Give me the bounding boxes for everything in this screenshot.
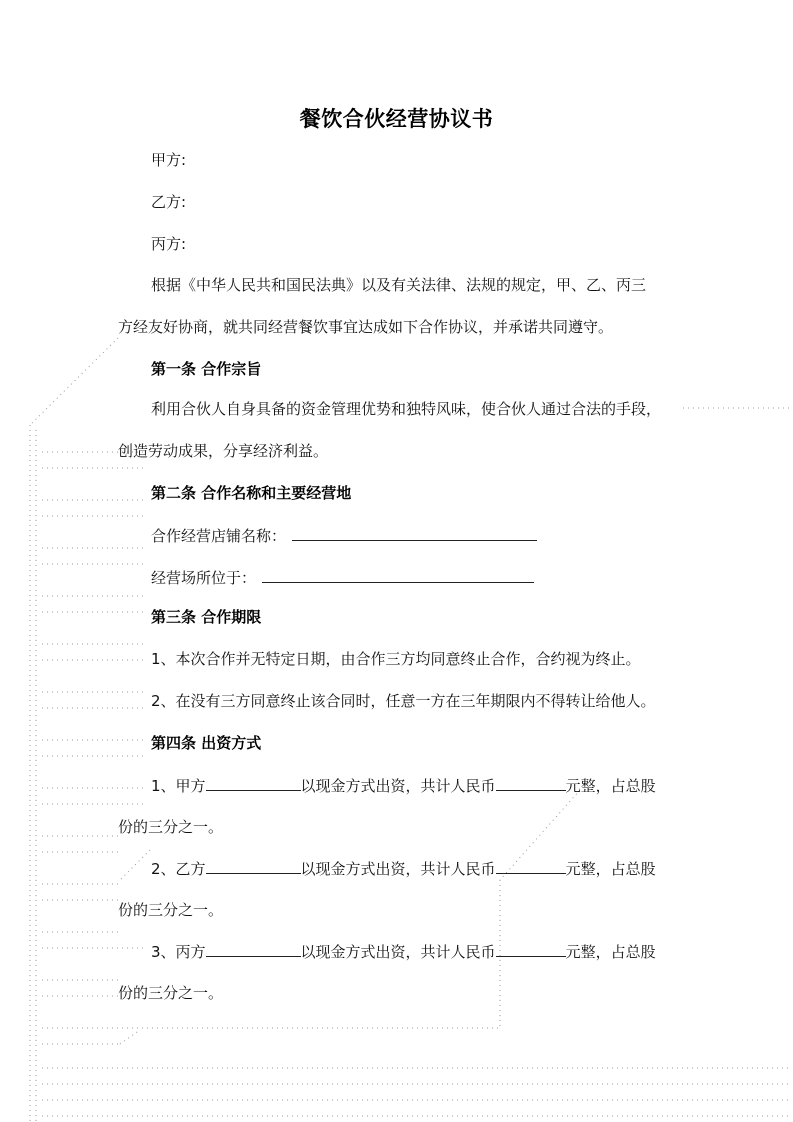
- article-3-item-1: 1、本次合作并无特定日期，由合作三方均同意终止合作，合约视为终止。: [151, 650, 641, 668]
- contribution-2-prefix: 2、乙方: [151, 860, 206, 878]
- article-4-heading: 第四条 出资方式: [151, 734, 262, 752]
- preamble-line-1: 根据《中华人民共和国民法典》以及有关法律、法规的规定，甲、乙、丙三: [151, 276, 647, 294]
- contribution-2-continuation: 份的三分之一。: [118, 901, 224, 919]
- contribution-1-middle: 以现金方式出资，共计人民币: [300, 777, 496, 795]
- contribution-2-party-blank[interactable]: [206, 857, 301, 874]
- article-1-line-1: 利用合伙人自身具备的资金管理优势和独特风味，使合伙人通过合法的手段，: [151, 400, 662, 418]
- article-3-item-2: 2、在没有三方同意终止该合同时，任意一方在三年期限内不得转让给他人。: [151, 692, 656, 710]
- contribution-3-middle: 以现金方式出资，共计人民币: [300, 943, 496, 961]
- location-label: 经营场所位于：: [151, 569, 257, 587]
- document-title: 餐饮合伙经营协议书: [299, 107, 494, 131]
- contribution-2-amount-blank[interactable]: [496, 857, 566, 874]
- party-b-label: 乙方:: [151, 193, 187, 211]
- contribution-3-party-blank[interactable]: [206, 940, 301, 957]
- article-3-heading: 第三条 合作期限: [151, 608, 262, 626]
- contribution-2-suffix: 元整，占总股: [565, 860, 656, 878]
- article-1-heading: 第一条 合作宗旨: [151, 360, 262, 378]
- party-a-label: 甲方:: [151, 151, 187, 169]
- contribution-1-party-blank[interactable]: [206, 774, 301, 791]
- contribution-row-3: [151, 940, 656, 963]
- contribution-3-suffix: 元整，占总股: [565, 943, 656, 961]
- contribution-3-amount-blank[interactable]: [496, 940, 566, 957]
- article-1-line-2: 创造劳动成果，分享经济利益。: [118, 442, 329, 460]
- location-blank[interactable]: [262, 566, 534, 583]
- shop-name-row: [151, 524, 537, 547]
- article-2-heading: 第二条 合作名称和主要经营地: [151, 484, 352, 502]
- contribution-3-prefix: 3、丙方: [151, 943, 206, 961]
- contribution-row-2: [151, 857, 656, 880]
- contribution-1-amount-blank[interactable]: [496, 774, 566, 791]
- contribution-row-1: [151, 774, 656, 797]
- contribution-3-continuation: 份的三分之一。: [118, 984, 224, 1002]
- preamble-line-2: 方经友好协商，就共同经营餐饮事宜达成如下合作协议，并承诺共同遵守。: [118, 318, 614, 336]
- shop-name-blank[interactable]: [292, 524, 537, 541]
- contribution-1-prefix: 1、甲方: [151, 777, 206, 795]
- contribution-1-suffix: 元整，占总股: [565, 777, 656, 795]
- party-c-label: 丙方:: [151, 235, 187, 253]
- contribution-1-continuation: 份的三分之一。: [118, 818, 224, 836]
- shop-name-label: 合作经营店铺名称：: [151, 527, 287, 545]
- location-row: [151, 566, 534, 589]
- contribution-2-middle: 以现金方式出资，共计人民币: [300, 860, 496, 878]
